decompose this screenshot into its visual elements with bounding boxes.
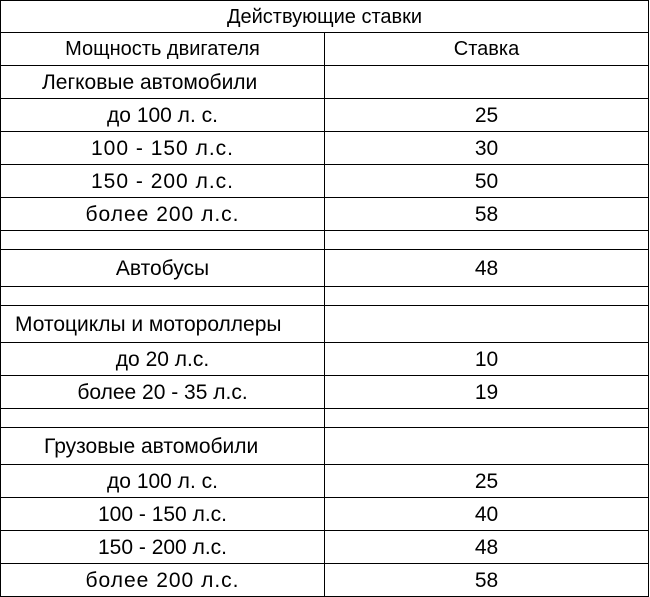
empty-cell bbox=[1, 409, 325, 428]
category-row bbox=[1, 428, 649, 465]
empty-cell bbox=[325, 409, 649, 428]
spacer-row bbox=[1, 231, 649, 250]
empty-cell bbox=[1, 231, 325, 250]
table-row bbox=[1, 99, 649, 132]
category-label: Мотоциклы и мотороллеры bbox=[1, 306, 325, 343]
rate-cell: 58 bbox=[325, 198, 649, 231]
table-row bbox=[1, 376, 649, 409]
rate-cell: 50 bbox=[325, 165, 649, 198]
table-row bbox=[1, 564, 649, 597]
rate-cell: 30 bbox=[325, 132, 649, 165]
rate-cell: 19 bbox=[325, 376, 649, 409]
power-cell: до 20 л.с. bbox=[1, 343, 325, 376]
table-row bbox=[1, 250, 649, 287]
table-title-row bbox=[1, 1, 649, 33]
header-power: Мощность двигателя bbox=[1, 33, 325, 66]
table-row bbox=[1, 465, 649, 498]
rate-cell: 40 bbox=[325, 498, 649, 531]
power-cell: до 100 л. с. bbox=[1, 465, 325, 498]
table-row bbox=[1, 531, 649, 564]
spacer-row bbox=[1, 287, 649, 306]
empty-cell bbox=[325, 66, 649, 99]
table-row bbox=[1, 198, 649, 231]
rate-cell: 58 bbox=[325, 564, 649, 597]
rate-cell: 25 bbox=[325, 465, 649, 498]
empty-cell bbox=[1, 287, 325, 306]
power-cell: 150 - 200 л.с. bbox=[1, 531, 325, 564]
empty-cell bbox=[325, 428, 649, 465]
header-rate: Ставка bbox=[325, 33, 649, 66]
empty-cell bbox=[325, 231, 649, 250]
table-row bbox=[1, 132, 649, 165]
rate-cell: 10 bbox=[325, 343, 649, 376]
category-label: Грузовые автомобили bbox=[1, 428, 325, 465]
rate-cell: 48 bbox=[325, 250, 649, 287]
power-cell: более 200 л.с. bbox=[1, 198, 325, 231]
category-label: Легковые автомобили bbox=[1, 66, 325, 99]
power-cell: 100 - 150 л.с. bbox=[1, 132, 325, 165]
spacer-row bbox=[1, 409, 649, 428]
power-cell: более 200 л.с. bbox=[1, 564, 325, 597]
table-header-row bbox=[1, 33, 649, 66]
power-cell: 100 - 150 л.с. bbox=[1, 498, 325, 531]
category-row bbox=[1, 66, 649, 99]
table-row bbox=[1, 165, 649, 198]
power-cell: более 20 - 35 л.с. bbox=[1, 376, 325, 409]
rate-cell: 25 bbox=[325, 99, 649, 132]
empty-cell bbox=[325, 287, 649, 306]
power-cell: до 100 л. с. bbox=[1, 99, 325, 132]
empty-cell bbox=[325, 306, 649, 343]
table-title: Действующие ставки bbox=[1, 1, 649, 33]
category-label: Автобусы bbox=[1, 250, 325, 287]
table-row bbox=[1, 343, 649, 376]
table-row bbox=[1, 498, 649, 531]
power-cell: 150 - 200 л.с. bbox=[1, 165, 325, 198]
rate-cell: 48 bbox=[325, 531, 649, 564]
category-row bbox=[1, 306, 649, 343]
